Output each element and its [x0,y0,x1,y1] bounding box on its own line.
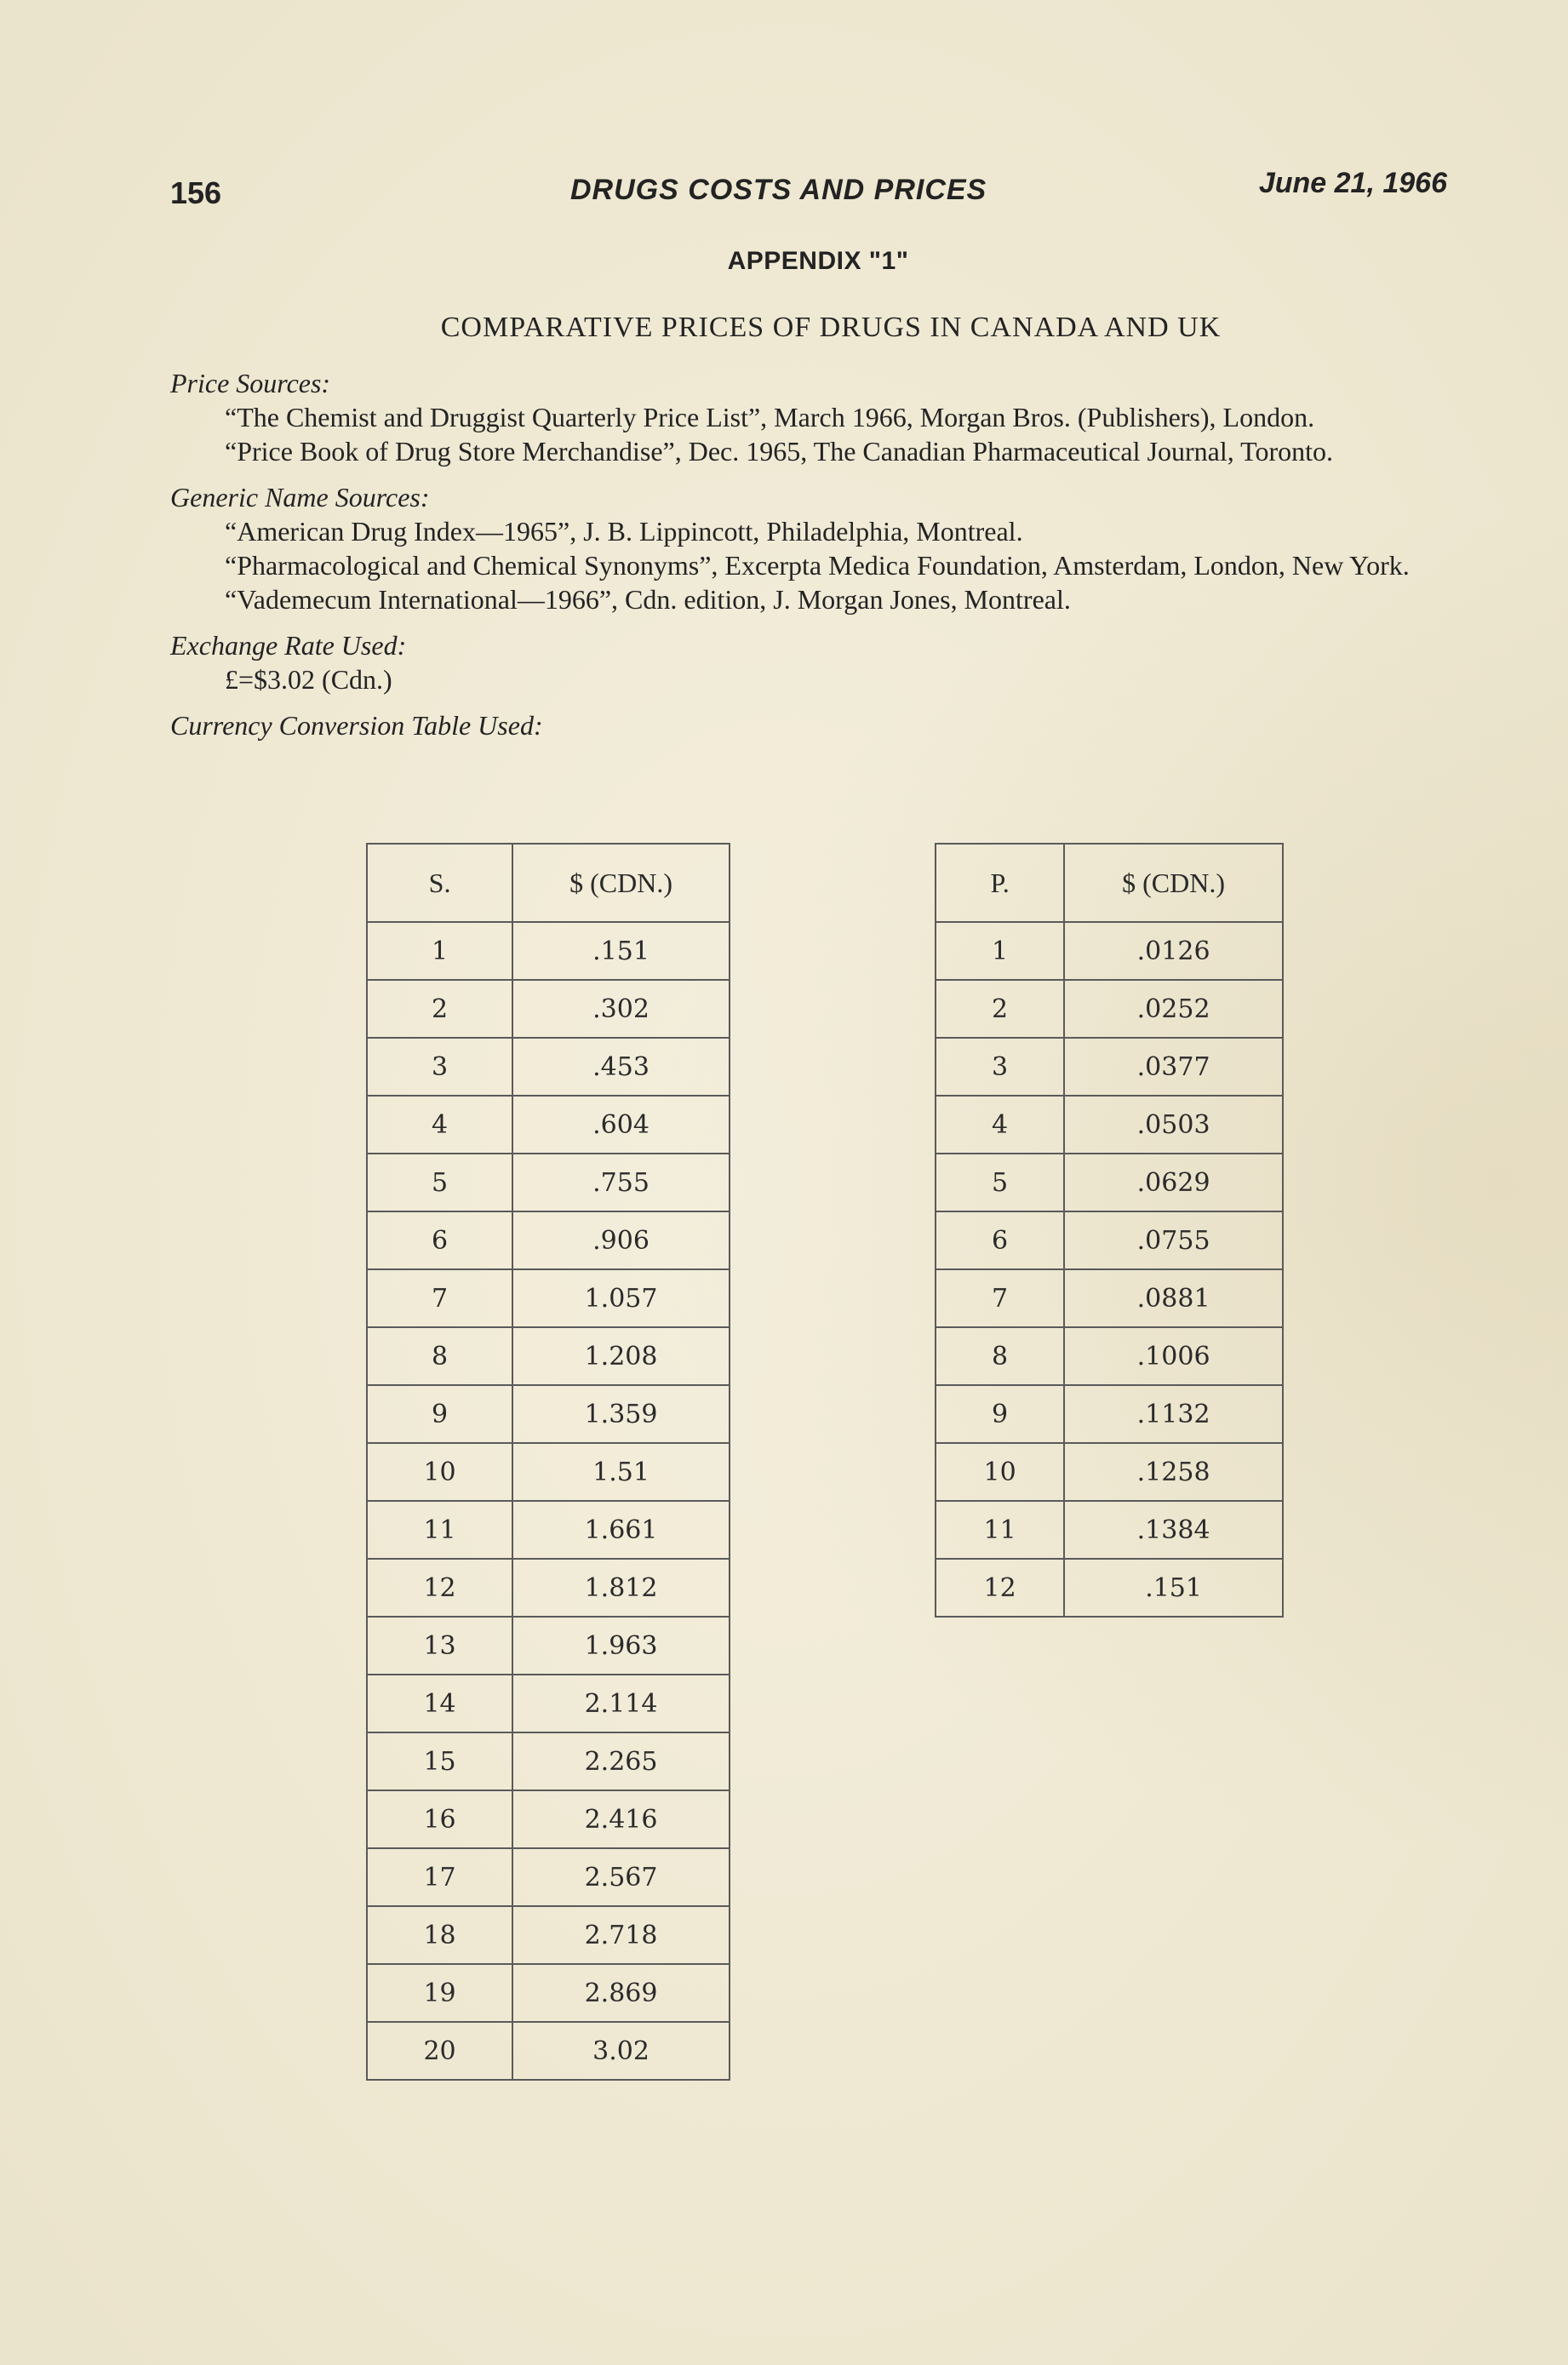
appendix-title: APPENDIX "1" [727,247,909,275]
unit-cell: 20 [367,2022,512,2080]
dollar-value-cell: 2.869 [512,1964,730,2022]
table-row [936,1443,1283,1501]
unit-cell: 11 [936,1501,1064,1559]
unit-cell: 7 [367,1269,512,1327]
dollar-value-cell: 2.265 [512,1732,730,1790]
header-date: June 21, 1966 [1258,167,1447,199]
exchange-rate-block [170,628,1464,696]
sources-section [170,366,1464,742]
generic-source-item: “Vademecum International—1966”, Cdn. edition, J. Morgan Jones, Montreal. [225,584,1071,615]
price-sources-label: Price Sources: [170,368,331,398]
table-row [936,1501,1283,1559]
column-header: P. [936,844,1064,922]
table-row [367,1269,730,1327]
unit-cell: 5 [367,1154,512,1211]
dollar-value-cell: .0629 [1064,1154,1283,1211]
dollar-value-cell: 1.661 [512,1501,730,1559]
dollar-value-cell: 3.02 [512,2022,730,2080]
unit-cell: 15 [367,1732,512,1790]
unit-cell: 10 [367,1443,512,1501]
dollar-value-cell: .755 [512,1154,730,1211]
unit-cell: 2 [936,980,1064,1038]
table-row [367,1964,730,2022]
table-header-row [936,844,1283,922]
table-row [936,1385,1283,1443]
dollar-value-cell: .151 [1064,1559,1283,1617]
unit-cell: 5 [936,1154,1064,1211]
table-row [367,1617,730,1675]
unit-cell: 1 [367,922,512,980]
page-number: 156 [170,175,222,210]
generic-source-item: “Pharmacological and Chemical Synonyms”, Excerpta Medica Foundation, Amsterdam, London, New York. [225,550,1410,581]
table-row [936,1269,1283,1327]
table-row [367,980,730,1038]
unit-cell: 2 [367,980,512,1038]
dollar-value-cell: 1.51 [512,1443,730,1501]
unit-cell: 9 [936,1385,1064,1443]
dollar-value-cell: 1.208 [512,1327,730,1385]
generic-sources-block [170,480,1464,616]
dollar-value-cell: .0503 [1064,1096,1283,1154]
table-row [367,2022,730,2080]
generic-sources-label: Generic Name Sources: [170,482,430,513]
unit-cell: 6 [936,1211,1064,1269]
dollar-value-cell: 2.718 [512,1906,730,1964]
unit-cell: 14 [367,1675,512,1732]
table-header-row [367,844,730,922]
table-row [936,1559,1283,1617]
dollar-value-cell: .1006 [1064,1327,1283,1385]
table-row [367,1154,730,1211]
unit-cell: 11 [367,1501,512,1559]
table-row [936,922,1283,980]
dollar-value-cell: .0126 [1064,922,1283,980]
dollar-value-cell: .1258 [1064,1443,1283,1501]
unit-cell: 1 [936,922,1064,980]
table-row [367,1385,730,1443]
dollar-value-cell: .302 [512,980,730,1038]
table-row [367,1501,730,1559]
conversion-table-label: Currency Conversion Table Used: [170,710,543,741]
unit-cell: 3 [936,1038,1064,1096]
unit-cell: 12 [936,1559,1064,1617]
unit-cell: 6 [367,1211,512,1269]
price-sources-block [170,366,1464,468]
unit-cell: 12 [367,1559,512,1617]
unit-cell: 7 [936,1269,1064,1327]
exchange-rate-value: £=$3.02 (Cdn.) [225,664,392,695]
unit-cell: 18 [367,1906,512,1964]
table-row [936,1211,1283,1269]
table-row [936,1154,1283,1211]
unit-cell: 4 [367,1096,512,1154]
table-row [367,1675,730,1732]
dollar-value-cell: .0252 [1064,980,1283,1038]
unit-cell: 4 [936,1096,1064,1154]
table-row [936,980,1283,1038]
dollar-value-cell: .906 [512,1211,730,1269]
table-row [367,1443,730,1501]
table-row [367,1906,730,1964]
dollar-value-cell: 2.567 [512,1848,730,1906]
table-row [367,1848,730,1906]
dollar-value-cell: 2.114 [512,1675,730,1732]
document-subtitle: COMPARATIVE PRICES OF DRUGS IN CANADA AND UK [440,312,1222,343]
price-source-item: “The Chemist and Druggist Quarterly Price List”, March 1966, Morgan Bros. (Publishers), London. [225,402,1315,432]
dollar-value-cell: .1132 [1064,1385,1283,1443]
unit-cell: 10 [936,1443,1064,1501]
dollar-value-cell: .1384 [1064,1501,1283,1559]
dollar-value-cell: .0755 [1064,1211,1283,1269]
unit-cell: 8 [936,1327,1064,1385]
table-row [367,1038,730,1096]
dollar-value-cell: .604 [512,1096,730,1154]
table-row [936,1327,1283,1385]
table-row [367,1096,730,1154]
column-header: $ (CDN.) [1064,844,1283,922]
dollar-value-cell: 1.812 [512,1559,730,1617]
table-row [367,1732,730,1790]
dollar-value-cell: 1.057 [512,1269,730,1327]
unit-cell: 13 [367,1617,512,1675]
unit-cell: 17 [367,1848,512,1906]
dollar-value-cell: .453 [512,1038,730,1096]
page-header [170,167,1456,218]
table-row [936,1038,1283,1096]
unit-cell: 19 [367,1964,512,2022]
exchange-rate-label: Exchange Rate Used: [170,630,407,661]
table-row [367,922,730,980]
dollar-value-cell: 2.416 [512,1790,730,1848]
dollar-value-cell: 1.359 [512,1385,730,1443]
unit-cell: 16 [367,1790,512,1848]
unit-cell: 3 [367,1038,512,1096]
dollar-value-cell: .0881 [1064,1269,1283,1327]
column-header: $ (CDN.) [512,844,730,922]
table-row [367,1327,730,1385]
table-row [367,1559,730,1617]
unit-cell: 8 [367,1327,512,1385]
dollar-value-cell: .151 [512,922,730,980]
dollar-value-cell: 1.963 [512,1617,730,1675]
dollar-value-cell: .0377 [1064,1038,1283,1096]
price-source-item: “Price Book of Drug Store Merchandise”, Dec. 1965, The Canadian Pharmaceutical Journal, Toronto. [225,436,1333,467]
table-row [936,1096,1283,1154]
table-row [367,1790,730,1848]
generic-source-item: “American Drug Index—1965”, J. B. Lippincott, Philadelphia, Montreal. [225,516,1023,547]
column-header: S. [367,844,512,922]
running-title: DRUGS COSTS AND PRICES [570,174,987,206]
pence-conversion-table [935,843,1284,1618]
table-row [367,1211,730,1269]
shillings-conversion-table [366,843,730,2081]
unit-cell: 9 [367,1385,512,1443]
